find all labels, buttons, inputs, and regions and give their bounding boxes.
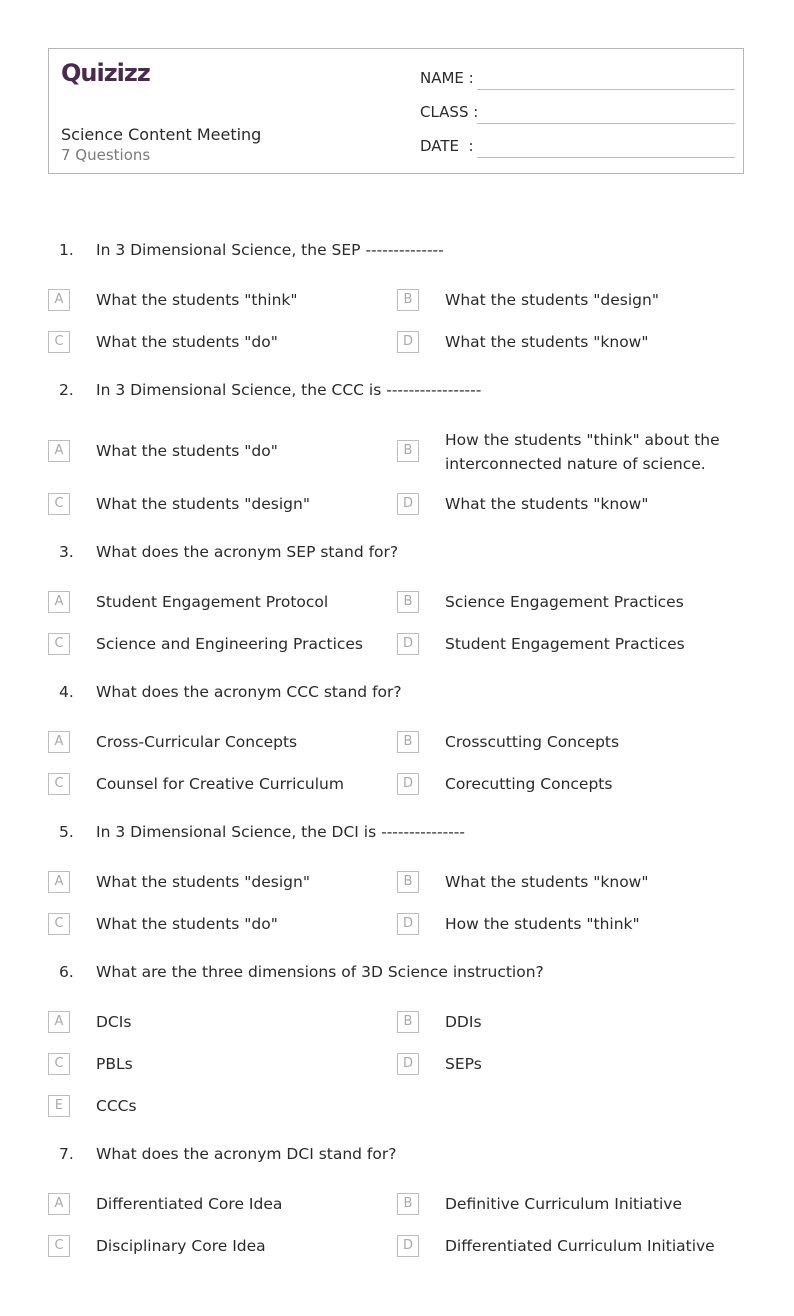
option-text: What the students "do"	[96, 915, 278, 933]
question-count: 7 Questions	[61, 146, 151, 164]
option-text: DDIs	[445, 1013, 482, 1031]
option-letter: B	[397, 1011, 419, 1033]
question-number: 5.	[59, 823, 74, 841]
class-label: CLASS :	[420, 103, 479, 121]
question-6	[0, 963, 794, 987]
option-letter: D	[397, 493, 419, 515]
question-text: What are the three dimensions of 3D Science instruction?	[96, 963, 544, 981]
option-text: Corecutting Concepts	[445, 775, 613, 793]
option-letter: A	[48, 289, 70, 311]
option-text: What the students "design"	[96, 873, 310, 891]
option-letter: A	[48, 731, 70, 753]
option-letter: A	[48, 871, 70, 893]
option-letter: D	[397, 1053, 419, 1075]
option-letter: D	[397, 773, 419, 795]
option-text: What the students "do"	[96, 442, 278, 460]
question-7	[0, 1145, 794, 1169]
option-text: What the students "think"	[96, 291, 298, 309]
option-letter: C	[48, 633, 70, 655]
option-text: What the students "do"	[96, 333, 278, 351]
option-letter: C	[48, 913, 70, 935]
date-field[interactable]	[420, 137, 735, 161]
question-text: What does the acronym DCI stand for?	[96, 1145, 397, 1163]
question-5	[0, 823, 794, 847]
option-text: Differentiated Core Idea	[96, 1195, 283, 1213]
worksheet-header	[48, 48, 744, 174]
option-text: Cross-Curricular Concepts	[96, 733, 298, 751]
option-text: What the students "know"	[445, 873, 649, 891]
option-letter: C	[48, 1053, 70, 1075]
option-text: PBLs	[96, 1055, 133, 1073]
option-text: Student Engagement Practices	[445, 635, 685, 653]
question-number: 4.	[59, 683, 74, 701]
option-text: Science and Engineering Practices	[96, 635, 364, 653]
question-text: What does the acronym CCC stand for?	[96, 683, 402, 701]
option-text: Definitive Curriculum Initiative	[445, 1195, 682, 1213]
question-1	[0, 241, 794, 265]
option-letter: C	[48, 493, 70, 515]
option-letter: B	[397, 1193, 419, 1215]
option-text: CCCs	[96, 1097, 137, 1115]
option-text: What the students "know"	[445, 495, 649, 513]
option-letter: A	[48, 591, 70, 613]
option-letter: D	[397, 633, 419, 655]
date-label: DATE :	[420, 137, 474, 155]
option-letter: A	[48, 1011, 70, 1033]
option-text: SEPs	[445, 1055, 482, 1073]
option-text: How the students "think"	[445, 915, 640, 933]
option-text: Counsel for Creative Curriculum	[96, 775, 344, 793]
question-2	[0, 381, 794, 405]
class-field[interactable]	[420, 103, 735, 127]
name-line[interactable]	[477, 89, 735, 90]
svg-text:Quizizz: Quizizz	[61, 59, 150, 87]
option-text: Differentiated Curriculum Initiative	[445, 1237, 715, 1255]
option-letter: D	[397, 1235, 419, 1257]
date-line[interactable]	[477, 157, 735, 158]
option-letter: B	[397, 440, 419, 462]
question-number: 2.	[59, 381, 74, 399]
option-letter: B	[397, 591, 419, 613]
option-letter: C	[48, 773, 70, 795]
question-number: 3.	[59, 543, 74, 561]
option-text: What the students "design"	[96, 495, 310, 513]
option-letter: B	[397, 731, 419, 753]
option-letter: C	[48, 331, 70, 353]
option-letter: B	[397, 871, 419, 893]
option-letter: D	[397, 331, 419, 353]
option-letter: A	[48, 440, 70, 462]
question-text: In 3 Dimensional Science, the SEP --------------	[96, 241, 444, 259]
question-number: 7.	[59, 1145, 74, 1163]
question-text: What does the acronym SEP stand for?	[96, 543, 399, 561]
question-number: 6.	[59, 963, 74, 981]
option-text: What the students "design"	[445, 291, 659, 309]
quizizz-logo	[61, 57, 153, 89]
name-label: NAME :	[420, 69, 474, 87]
option-letter: D	[397, 913, 419, 935]
option-text: Student Engagement Protocol	[96, 593, 329, 611]
option-letter: A	[48, 1193, 70, 1215]
option-letter: B	[397, 289, 419, 311]
option-letter: E	[48, 1095, 70, 1117]
class-line[interactable]	[477, 123, 735, 124]
name-field[interactable]	[420, 69, 735, 93]
option-text: DCIs	[96, 1013, 132, 1031]
option-text: Science Engagement Practices	[445, 593, 684, 611]
worksheet-title: Science Content Meeting	[61, 125, 262, 144]
option-text: How the students "think" about the interconnected nature of science.	[445, 431, 720, 473]
option-text: What the students "know"	[445, 333, 649, 351]
option-text: Disciplinary Core Idea	[96, 1237, 266, 1255]
option-letter: C	[48, 1235, 70, 1257]
question-4	[0, 683, 794, 707]
question-text: In 3 Dimensional Science, the CCC is -----------------	[96, 381, 482, 399]
option-text: Crosscutting Concepts	[445, 733, 620, 751]
question-3	[0, 543, 794, 567]
question-number: 1.	[59, 241, 74, 259]
question-text: In 3 Dimensional Science, the DCI is ---------------	[96, 823, 465, 841]
